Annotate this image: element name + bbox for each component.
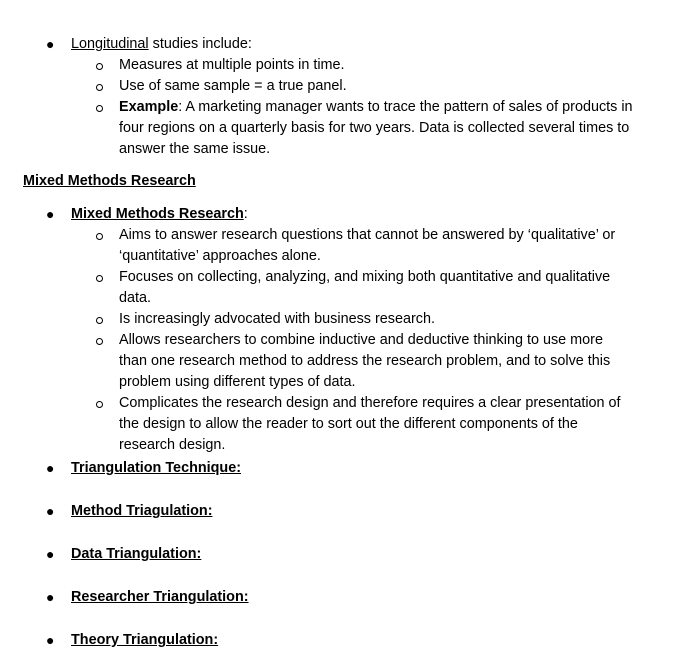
longitudinal-example-line: four regions on a quarterly basis for two years. Data is collected several times to (119, 120, 630, 136)
mixed-item-line: Is increasingly advocated with business research. (119, 311, 435, 327)
circle-bullet-icon (96, 233, 103, 240)
theory-triangulation-heading: Theory Triangulation: (71, 632, 219, 648)
bullet-icon: ● (46, 460, 55, 476)
mixed-item-line: Allows researchers to combine inductive and deductive thinking to use more (119, 332, 603, 348)
bullet-icon: ● (46, 36, 55, 52)
longitudinal-intro: studies include: (148, 36, 252, 52)
mixed-item-line: the design to allow the reader to sort out the different components of the (119, 416, 578, 432)
bullet-icon: ● (46, 589, 55, 605)
method-triangulation-heading: Method Triagulation: (71, 503, 213, 519)
mixed-item-line: problem using different types of data. (119, 374, 356, 390)
mixed-item-line: Aims to answer research questions that cannot be answered by ‘qualitative’ or (119, 227, 616, 243)
circle-bullet-icon (96, 401, 103, 408)
circle-bullet-icon (96, 317, 103, 324)
section-heading: Mixed Methods Research (23, 173, 196, 189)
triangulation-technique-heading: Triangulation Technique: (71, 460, 242, 476)
mixed-methods-term: Mixed Methods Research (71, 206, 244, 222)
mixed-item-line: data. (119, 290, 152, 306)
circle-bullet-icon (96, 338, 103, 345)
longitudinal-bullet (71, 34, 252, 55)
mixed-methods-bullet (71, 204, 248, 225)
bullet-icon: ● (46, 503, 55, 519)
longitudinal-item: Measures at multiple points in time. (119, 57, 345, 73)
example-label: Example (119, 99, 179, 115)
circle-bullet-icon (96, 275, 103, 282)
circle-bullet-icon (96, 105, 103, 112)
bullet-icon: ● (46, 632, 55, 648)
example-text: : A marketing manager wants to trace the pattern of sales of products in (178, 99, 633, 115)
longitudinal-term: Longitudinal (71, 36, 149, 52)
bullet-icon: ● (46, 546, 55, 562)
researcher-triangulation-heading: Researcher Triangulation: (71, 589, 249, 605)
mixed-methods-term-suffix: : (243, 206, 248, 222)
longitudinal-example-line (119, 97, 633, 118)
bullet-icon: ● (46, 206, 55, 222)
circle-bullet-icon (96, 63, 103, 70)
mixed-item-line: Complicates the research design and therefore requires a clear presentation of (119, 395, 621, 411)
mixed-item-line: ‘quantitative’ approaches alone. (119, 248, 321, 264)
longitudinal-item: Use of same sample = a true panel. (119, 78, 347, 94)
data-triangulation-heading: Data Triangulation: (71, 546, 202, 562)
mixed-item-line: than one research method to address the research problem, and to solve this (119, 353, 611, 369)
circle-bullet-icon (96, 84, 103, 91)
mixed-item-line: research design. (119, 437, 226, 453)
longitudinal-example-line: answer the same issue. (119, 141, 271, 157)
mixed-item-line: Focuses on collecting, analyzing, and mixing both quantitative and qualitative (119, 269, 611, 285)
